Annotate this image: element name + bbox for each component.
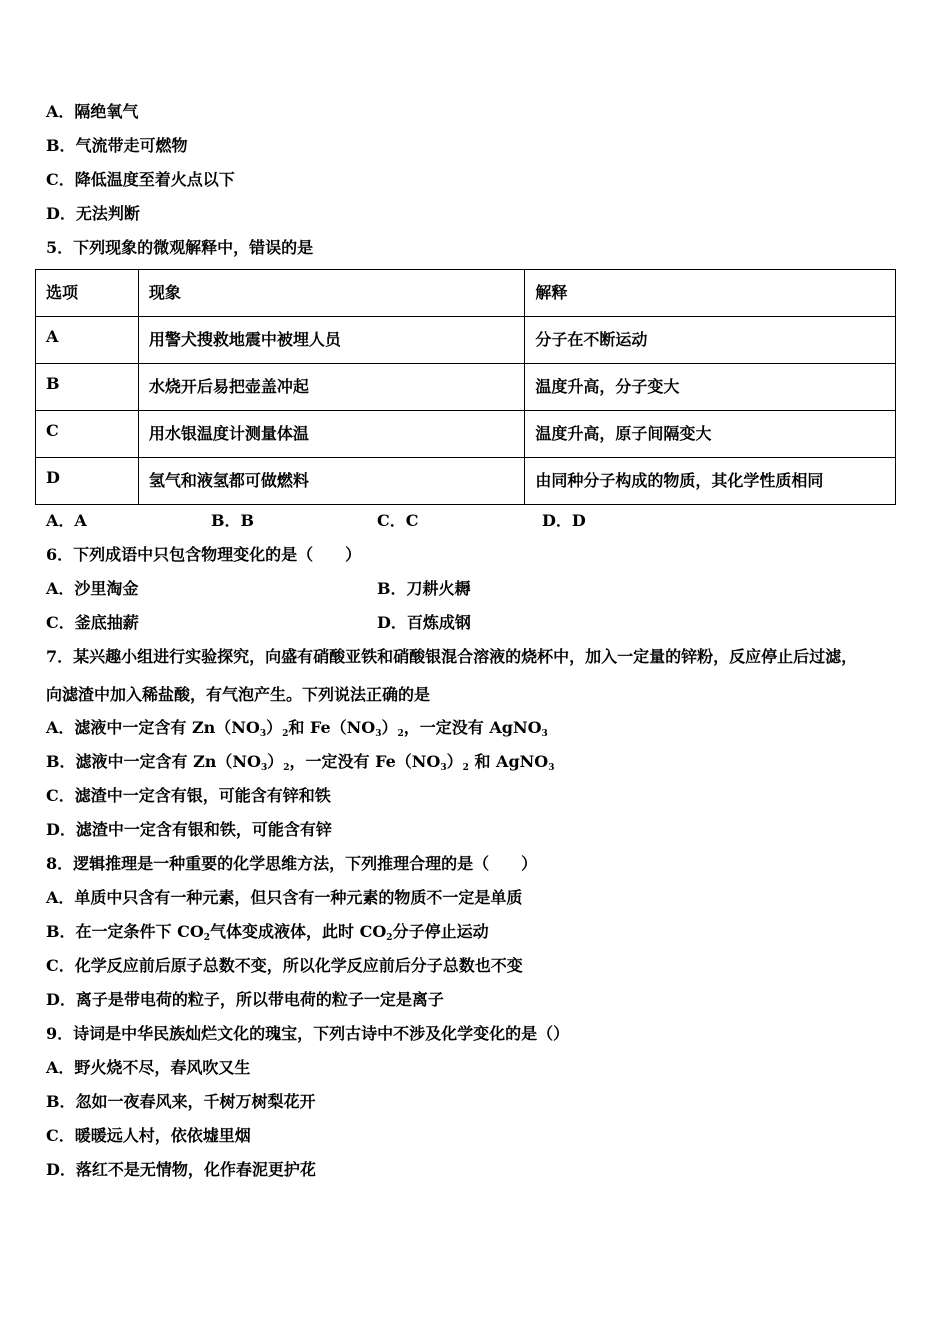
q6-option-a: A．沙里淘金 bbox=[46, 579, 139, 598]
q9-option-d: D．落红不是无情物，化作春泥更护花 bbox=[46, 1160, 316, 1179]
q8-option-b: B．在一定条件下 $CO_2$气体变成液体，此时 $CO_2$分子停止运动 bbox=[46, 922, 489, 943]
table-row bbox=[36, 364, 896, 411]
q6-option-b: B．刀耕火耨 bbox=[377, 579, 471, 598]
table-cell: 用水银温度计测量体温 bbox=[138, 411, 525, 458]
q6-option-c: C．釜底抽薪 bbox=[46, 613, 139, 632]
q7-option-c: C．滤渣中一定含有银，可能含有锌和铁 bbox=[46, 786, 331, 805]
table-cell: C bbox=[36, 411, 139, 458]
table-cell: 用警犬搜救地震中被埋人员 bbox=[138, 317, 525, 364]
table-cell: 分子在不断运动 bbox=[525, 317, 896, 364]
q5-answer-b: B．B bbox=[211, 511, 255, 530]
q6-option-d: D．百炼成钢 bbox=[377, 613, 471, 632]
table-header-cell: 解释 bbox=[525, 270, 896, 317]
q9-option-c: C．暖暖远人村，依依墟里烟 bbox=[46, 1126, 251, 1145]
table-cell: 由同种分子构成的物质，其化学性质相同 bbox=[525, 458, 896, 505]
q4-option-c: C．降低温度至着火点以下 bbox=[46, 170, 235, 189]
table-cell: A bbox=[36, 317, 139, 364]
table-row bbox=[36, 458, 896, 505]
q4-option-d: D．无法判断 bbox=[46, 204, 140, 223]
table-cell: 温度升高，原子间隔变大 bbox=[525, 411, 896, 458]
q7-option-b: B．滤液中一定含有 $Zn(NO_3)_2$，一定没有 $Fe(NO_3)_2$ 和 AgNO$_3$ bbox=[46, 752, 555, 773]
q7-option-d: D．滤渣中一定含有银和铁，可能含有锌 bbox=[46, 820, 332, 839]
q6-stem: 6．下列成语中只包含物理变化的是（ ） bbox=[46, 545, 362, 564]
table-header-cell: 现象 bbox=[138, 270, 525, 317]
table-header-row bbox=[36, 270, 896, 317]
q7-stem-line2: 向滤渣中加入稀盐酸，有气泡产生。下列说法正确的是 bbox=[46, 685, 431, 704]
q8-option-a: A．单质中只含有一种元素，但只含有一种元素的物质不一定是单质 bbox=[46, 888, 523, 907]
q9-stem: 9．诗词是中华民族灿烂文化的瑰宝，下列古诗中不涉及化学变化的是（） bbox=[46, 1024, 570, 1043]
q5-answer-c: C．C bbox=[377, 511, 419, 530]
q8-option-d: D．离子是带电荷的粒子，所以带电荷的粒子一定是离子 bbox=[46, 990, 444, 1009]
q4-option-a: A．隔绝氧气 bbox=[46, 102, 139, 121]
table-row bbox=[36, 317, 896, 364]
table-row bbox=[36, 411, 896, 458]
q7-option-a: A．滤液中一定含有 $Zn(NO_3)_2$和 $Fe(NO_3)_2$，一定没有 AgNO$_3$ bbox=[46, 718, 548, 739]
table-cell: 水烧开后易把壶盖冲起 bbox=[138, 364, 525, 411]
table-cell: 温度升高，分子变大 bbox=[525, 364, 896, 411]
q5-answer-a: A．A bbox=[46, 511, 87, 530]
table-header-cell: 选项 bbox=[36, 270, 139, 317]
table-cell: 氢气和液氢都可做燃料 bbox=[138, 458, 525, 505]
q8-stem: 8．逻辑推理是一种重要的化学思维方法，下列推理合理的是（ ） bbox=[46, 854, 538, 873]
q5-answer-d: D．D bbox=[542, 511, 586, 530]
q5-table bbox=[35, 269, 896, 505]
q7-stem-line1: 7．某兴趣小组进行实验探究，向盛有硝酸亚铁和硝酸银混合溶液的烧杯中，加入一定量的锌粉，反应停止后过滤， bbox=[46, 647, 858, 666]
q4-option-b: B．气流带走可燃物 bbox=[46, 136, 188, 155]
q9-option-a: A．野火烧不尽，春风吹又生 bbox=[46, 1058, 251, 1077]
q8-option-c: C．化学反应前后原子总数不变，所以化学反应前后分子总数也不变 bbox=[46, 956, 523, 975]
q5-stem: 5．下列现象的微观解释中，错误的是 bbox=[46, 238, 314, 257]
q9-option-b: B．忽如一夜春风来，千树万树梨花开 bbox=[46, 1092, 316, 1111]
table-cell: B bbox=[36, 364, 139, 411]
table-cell: D bbox=[36, 458, 139, 505]
